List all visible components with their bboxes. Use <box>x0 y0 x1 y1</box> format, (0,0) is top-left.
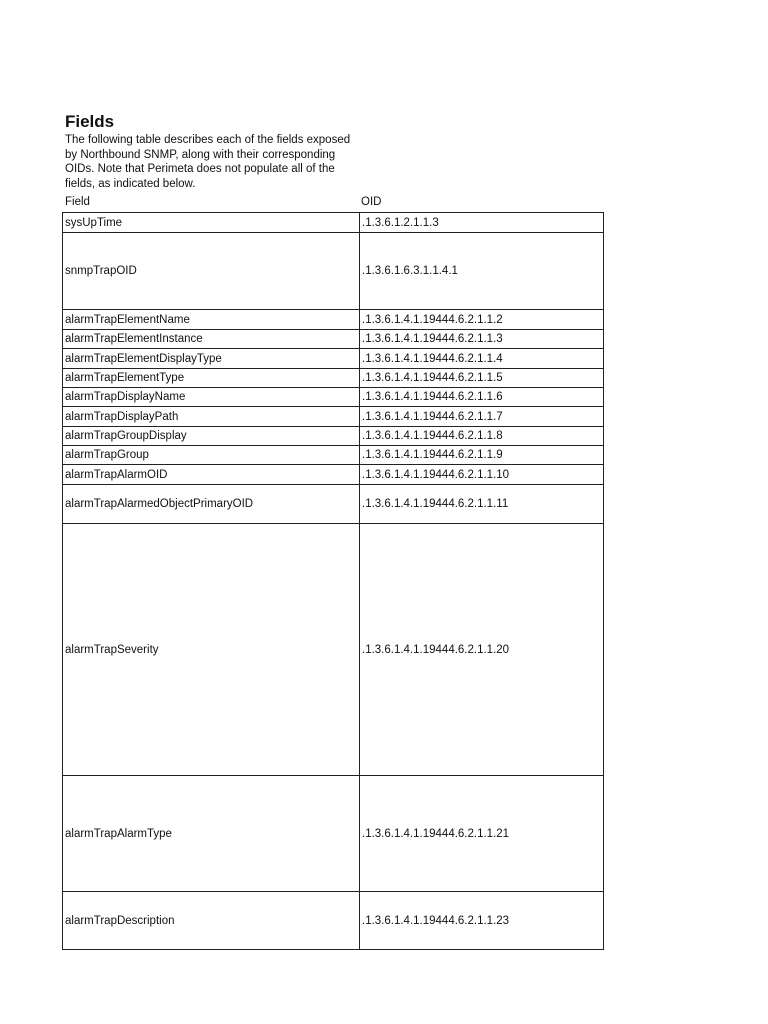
oid-cell: .1.3.6.1.4.1.19444.6.2.1.1.3 <box>360 330 604 349</box>
table-row <box>63 446 604 465</box>
column-header-field: Field <box>65 196 90 208</box>
fields-table <box>62 212 604 950</box>
table-row <box>63 213 604 233</box>
table-row <box>63 369 604 388</box>
field-cell: alarmTrapAlarmedObjectPrimaryOID <box>63 485 360 524</box>
field-cell: alarmTrapAlarmType <box>63 776 360 892</box>
table-row <box>63 465 604 485</box>
table-row <box>63 310 604 330</box>
section-title: Fields <box>65 112 115 131</box>
field-cell: alarmTrapDisplayName <box>63 388 360 407</box>
table-row <box>63 388 604 407</box>
oid-cell: .1.3.6.1.4.1.19444.6.2.1.1.5 <box>360 369 604 388</box>
field-cell: sysUpTime <box>63 213 360 233</box>
oid-cell: .1.3.6.1.4.1.19444.6.2.1.1.6 <box>360 388 604 407</box>
table-row <box>63 349 604 369</box>
oid-cell: .1.3.6.1.4.1.19444.6.2.1.1.10 <box>360 465 604 485</box>
oid-cell: .1.3.6.1.4.1.19444.6.2.1.1.9 <box>360 446 604 465</box>
table-row <box>63 524 604 776</box>
field-cell: alarmTrapElementInstance <box>63 330 360 349</box>
oid-cell: .1.3.6.1.4.1.19444.6.2.1.1.11 <box>360 485 604 524</box>
column-header-oid: OID <box>361 196 382 208</box>
section-intro: The following table describes each of the fields exposed by Northbound SNMP, along with their corresponding OIDs. Note that Perimeta does not populate all of the fields, as indicated below. <box>65 134 351 190</box>
table-row <box>63 407 604 427</box>
oid-cell: .1.3.6.1.4.1.19444.6.2.1.1.4 <box>360 349 604 369</box>
field-cell: alarmTrapElementType <box>63 369 360 388</box>
oid-cell: .1.3.6.1.4.1.19444.6.2.1.1.23 <box>360 892 604 950</box>
table-row <box>63 776 604 892</box>
field-cell: alarmTrapElementDisplayType <box>63 349 360 369</box>
oid-cell: .1.3.6.1.6.3.1.1.4.1 <box>360 233 604 310</box>
field-cell: alarmTrapAlarmOID <box>63 465 360 485</box>
table-row <box>63 892 604 950</box>
oid-cell: .1.3.6.1.2.1.1.3 <box>360 213 604 233</box>
field-cell: alarmTrapDescription <box>63 892 360 950</box>
oid-cell: .1.3.6.1.4.1.19444.6.2.1.1.8 <box>360 427 604 446</box>
table-row <box>63 330 604 349</box>
oid-cell: .1.3.6.1.4.1.19444.6.2.1.1.7 <box>360 407 604 427</box>
oid-cell: .1.3.6.1.4.1.19444.6.2.1.1.2 <box>360 310 604 330</box>
table-row <box>63 427 604 446</box>
table-row <box>63 485 604 524</box>
table-row <box>63 233 604 310</box>
field-cell: alarmTrapElementName <box>63 310 360 330</box>
field-cell: alarmTrapGroupDisplay <box>63 427 360 446</box>
oid-cell: .1.3.6.1.4.1.19444.6.2.1.1.20 <box>360 524 604 776</box>
field-cell: alarmTrapGroup <box>63 446 360 465</box>
field-cell: alarmTrapSeverity <box>63 524 360 776</box>
field-cell: snmpTrapOID <box>63 233 360 310</box>
oid-cell: .1.3.6.1.4.1.19444.6.2.1.1.21 <box>360 776 604 892</box>
field-cell: alarmTrapDisplayPath <box>63 407 360 427</box>
